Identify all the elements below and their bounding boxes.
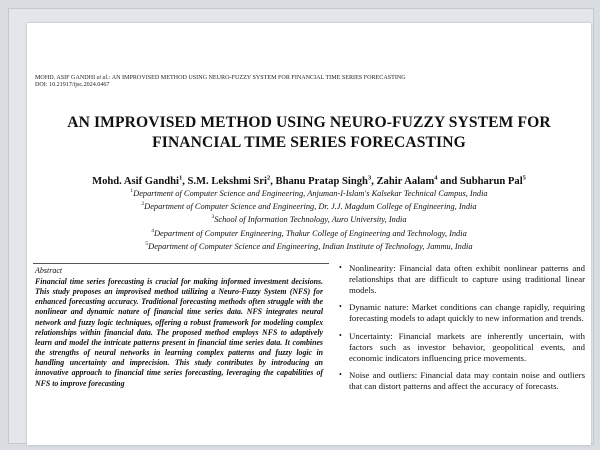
running-head-doi: DOI: 10.21917/ijsc.2024.0467 <box>35 82 110 89</box>
affiliation: $^1$Department of Computer Science and Engineering, Anjuman-I-Islam's Kalsekar Technical Campus, India <box>130 188 488 198</box>
list-item: • Dynamic nature: Market conditions can change rapidly, requiring forecasting models to adapt quickly to new information and trends. <box>339 302 585 324</box>
abstract-text: Financial time series forecasting is crucial for making informed investment decisions. This study proposes an improvised method utilizing a Neuro-Fuzzy System (NFS) for enhanced forecasting accuracy. Traditional forecasting methods often struggle with the nonlinear and dynamic nature of financial time series data. NFS integrates neural network and fuzzy logic techniques, offering a robust framework for modeling complex relationships within financial data. The proposed method employs NFS to adaptively learn and model the intricate patterns present in financial time series data. It combines the strengths of neural networks in learning complex patterns and fuzzy logic in handling uncertainty and imprecision. This study contributes by introducing an innovative approach to financial time series forecasting, leveraging the capabilities of NFS to improve forecasting <box>35 277 323 388</box>
affiliation-list <box>27 186 591 252</box>
author: Zahir Aalam$^4$ and <box>376 174 460 187</box>
running-head-etal: et al. <box>96 75 109 81</box>
bullet-icon: • <box>339 302 342 312</box>
bullet-icon: • <box>339 263 342 272</box>
abstract-heading: Abstract <box>35 266 63 275</box>
author: Subharun Pal$^5$ <box>459 174 526 187</box>
running-head-title: : AN IMPROVISED METHOD USING NEURO-FUZZY SYSTEM FOR FINANCIAL TIME SERIES FORECASTING <box>108 75 406 81</box>
running-head-author: MOHD. ASIF GANDHI <box>35 75 96 81</box>
affiliation: $^5$Department of Computer Science and Engineering, Indian Institute of Technology, Jammu, India <box>145 240 473 251</box>
paper-title: AN IMPROVISED METHOD USING NEURO-FUZZY SYSTEM FOR FINANCIAL TIME SERIES FORECASTING <box>67 114 551 151</box>
list-item: • Noise and outliers: Financial data may contain noise and outliers that can distort patterns and affect the accuracy of forecasts. <box>339 370 585 391</box>
image-frame <box>8 8 594 444</box>
running-head <box>35 75 575 89</box>
author: Bhanu Pratap Singh$^3$, <box>275 174 377 187</box>
affiliation: $^2$Department of Computer Science and Engineering, Dr. J.J. Magdum College of Engineering, India <box>141 201 477 211</box>
abstract-section <box>33 263 329 445</box>
affiliation: $^3$School of Information Technology, Auro University, India <box>211 214 407 225</box>
list-item: • Uncertainty: Financial markets are inherently uncertain, with factors such as investor behavior, geopolitical events, and economic indicators influencing price movements. <box>339 330 585 363</box>
bullet-icon: • <box>339 370 342 380</box>
list-item: • Nonlinearity: Financial data often exhibit nonlinear patterns and relationships that are difficult to capture using traditional linear models. <box>339 263 585 295</box>
affiliation: $^4$Department of Computer Engineering, Thakur College of Engineering and Technology, India <box>151 227 467 238</box>
paper-page <box>27 23 591 445</box>
challenges-list <box>339 263 585 398</box>
bullet-icon: • <box>339 330 342 340</box>
author: S.M. Lekshmi Sri$^2$, <box>187 174 276 187</box>
author: Mohd. Asif Gandhi$^1$, <box>92 174 188 187</box>
